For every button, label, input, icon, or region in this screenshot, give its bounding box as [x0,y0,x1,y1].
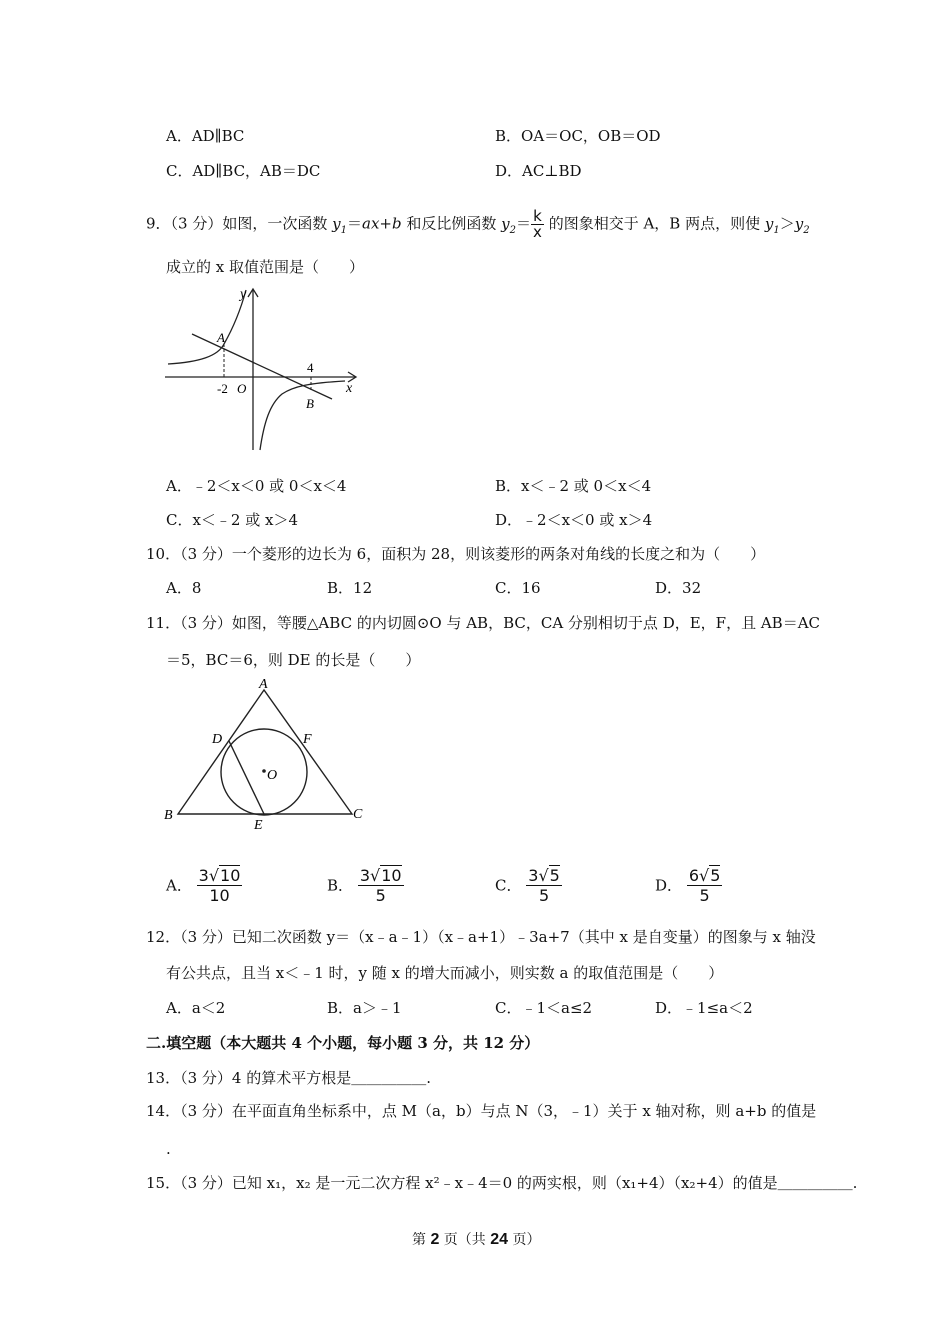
q9-y1-expr: $y_1$ [332,214,347,236]
q9-stem-post: 的图象相交于 A，B 两点，则使 [543,214,765,233]
q9-fraction: $\frac{k}{x}$ [533,207,542,241]
q11-label-e: E [254,818,263,833]
q11-label-d: D [212,732,223,747]
q15-stem: 15．（3 分）已知 x₁，x₂ 是一元二次方程 x²﹣x﹣4＝0 的两实根，则（x₁+4）（x₂+4）的值是＿＿＿＿＿. [146,1174,858,1192]
q12-option-c: C．﹣1＜a≤2 [495,999,593,1017]
q12-stem-line1: 12．（3 分）已知二次函数 y＝（x﹣a﹣1）（x﹣a+1）﹣3a+7（其中 x 是自变量）的图象与 x 轴没 [146,928,816,946]
q11-figure [160,676,370,836]
q11-label-f: F [303,732,312,747]
q9-graph [160,282,365,452]
q13-stem: 13．（3 分）4 的算术平方根是＿＿＿＿＿. [146,1069,431,1087]
q9-stem-pre: （3 分）如图，一次函数 [170,214,333,233]
q12-option-b: B．a＞﹣1 [327,999,402,1017]
q9-label-x: x [346,381,353,396]
q8-option-b: B．OA＝OC，OB＝OD [495,127,661,145]
q9-number: 9． [146,214,171,233]
q8-option-c: C．AD∥BC，AB＝DC [166,162,321,180]
q11-label-b: B [164,808,173,823]
q11-stem-line2: ＝5，BC＝6，则 DE 的长是（ ） [166,651,421,669]
q11-option-b: B． $\frac{3√10}{5}$ [327,866,402,905]
q11-option-c: C． $\frac{3√5}{5}$ [495,866,560,905]
q9-stem-line1: 9．（3 分）如图，一次函数 $y_1=ax+b$ 和反比例函数 $y_2=$ $\frac{k}{x}$ 的图象相交于 A，B 两点，则使 $y_1>y_2$ [146,207,810,241]
q9-option-d: D．﹣2＜x＜0 或 x＞4 [495,511,653,529]
q9-label-y: y [240,287,247,302]
q11-option-a: A． $\frac{3√10}{10}$ [166,866,241,905]
q11-stem-line1: 11．（3 分）如图，等腰△ABC 的内切圆⊙O 与 AB，BC，CA 分别相切于点 D，E，F，且 AB＝AC [146,614,821,632]
q9-label-4: 4 [307,360,314,375]
page-number: 2 [430,1231,440,1248]
q10-option-c: C．16 [495,579,541,597]
q11-label-c: C [353,807,363,822]
q8-option-a: A．AD∥BC [166,127,245,145]
q10-option-a: A．8 [166,579,202,597]
q12-stem-line2: 有公共点，且当 x＜﹣1 时，y 随 x 的增大而减小，则实数 a 的取值范围是（ ） [166,964,724,982]
q9-stem-line2: 成立的 x 取值范围是（ ） [166,258,364,276]
q9-label-b: B [306,396,314,411]
page-footer: 第 2 页（共 24 页） [412,1231,541,1248]
q11-label-o: O [267,768,278,783]
q12-option-a: A．a＜2 [166,999,226,1017]
section-2-heading: 二.填空题（本大题共 4 个小题，每小题 3 分，共 12 分） [146,1034,540,1052]
page-total: 24 [490,1231,509,1248]
q11-option-d: D． $\frac{6√5}{5}$ [655,866,721,905]
q14-stem-line1: 14．（3 分）在平面直角坐标系中，点 M（a，b）与点 N（3，﹣1）关于 x 轴对称，则 a+b 的值是 [146,1102,817,1120]
q9-option-a: A．﹣2＜x＜0 或 0＜x＜4 [166,477,347,495]
q9-label-a: A [217,330,225,345]
q10-option-b: B．12 [327,579,373,597]
q9-label-neg2: -2 [217,381,228,396]
q10-stem: 10．（3 分）一个菱形的边长为 6，面积为 28，则该菱形的两条对角线的长度之和为（ ） [146,545,766,563]
q14-stem-line2: . [166,1140,171,1158]
q11-label-a: A [259,677,268,692]
q10-option-d: D．32 [655,579,702,597]
q9-label-o: O [237,381,247,396]
q9-option-b: B．x＜﹣2 或 0＜x＜4 [495,477,652,495]
q8-option-d: D．AC⊥BD [495,162,582,180]
q12-option-d: D．﹣1≤a＜2 [655,999,753,1017]
q9-stem-mid: 和反比例函数 [401,214,502,233]
q9-option-c: C．x＜﹣2 或 x＞4 [166,511,299,529]
